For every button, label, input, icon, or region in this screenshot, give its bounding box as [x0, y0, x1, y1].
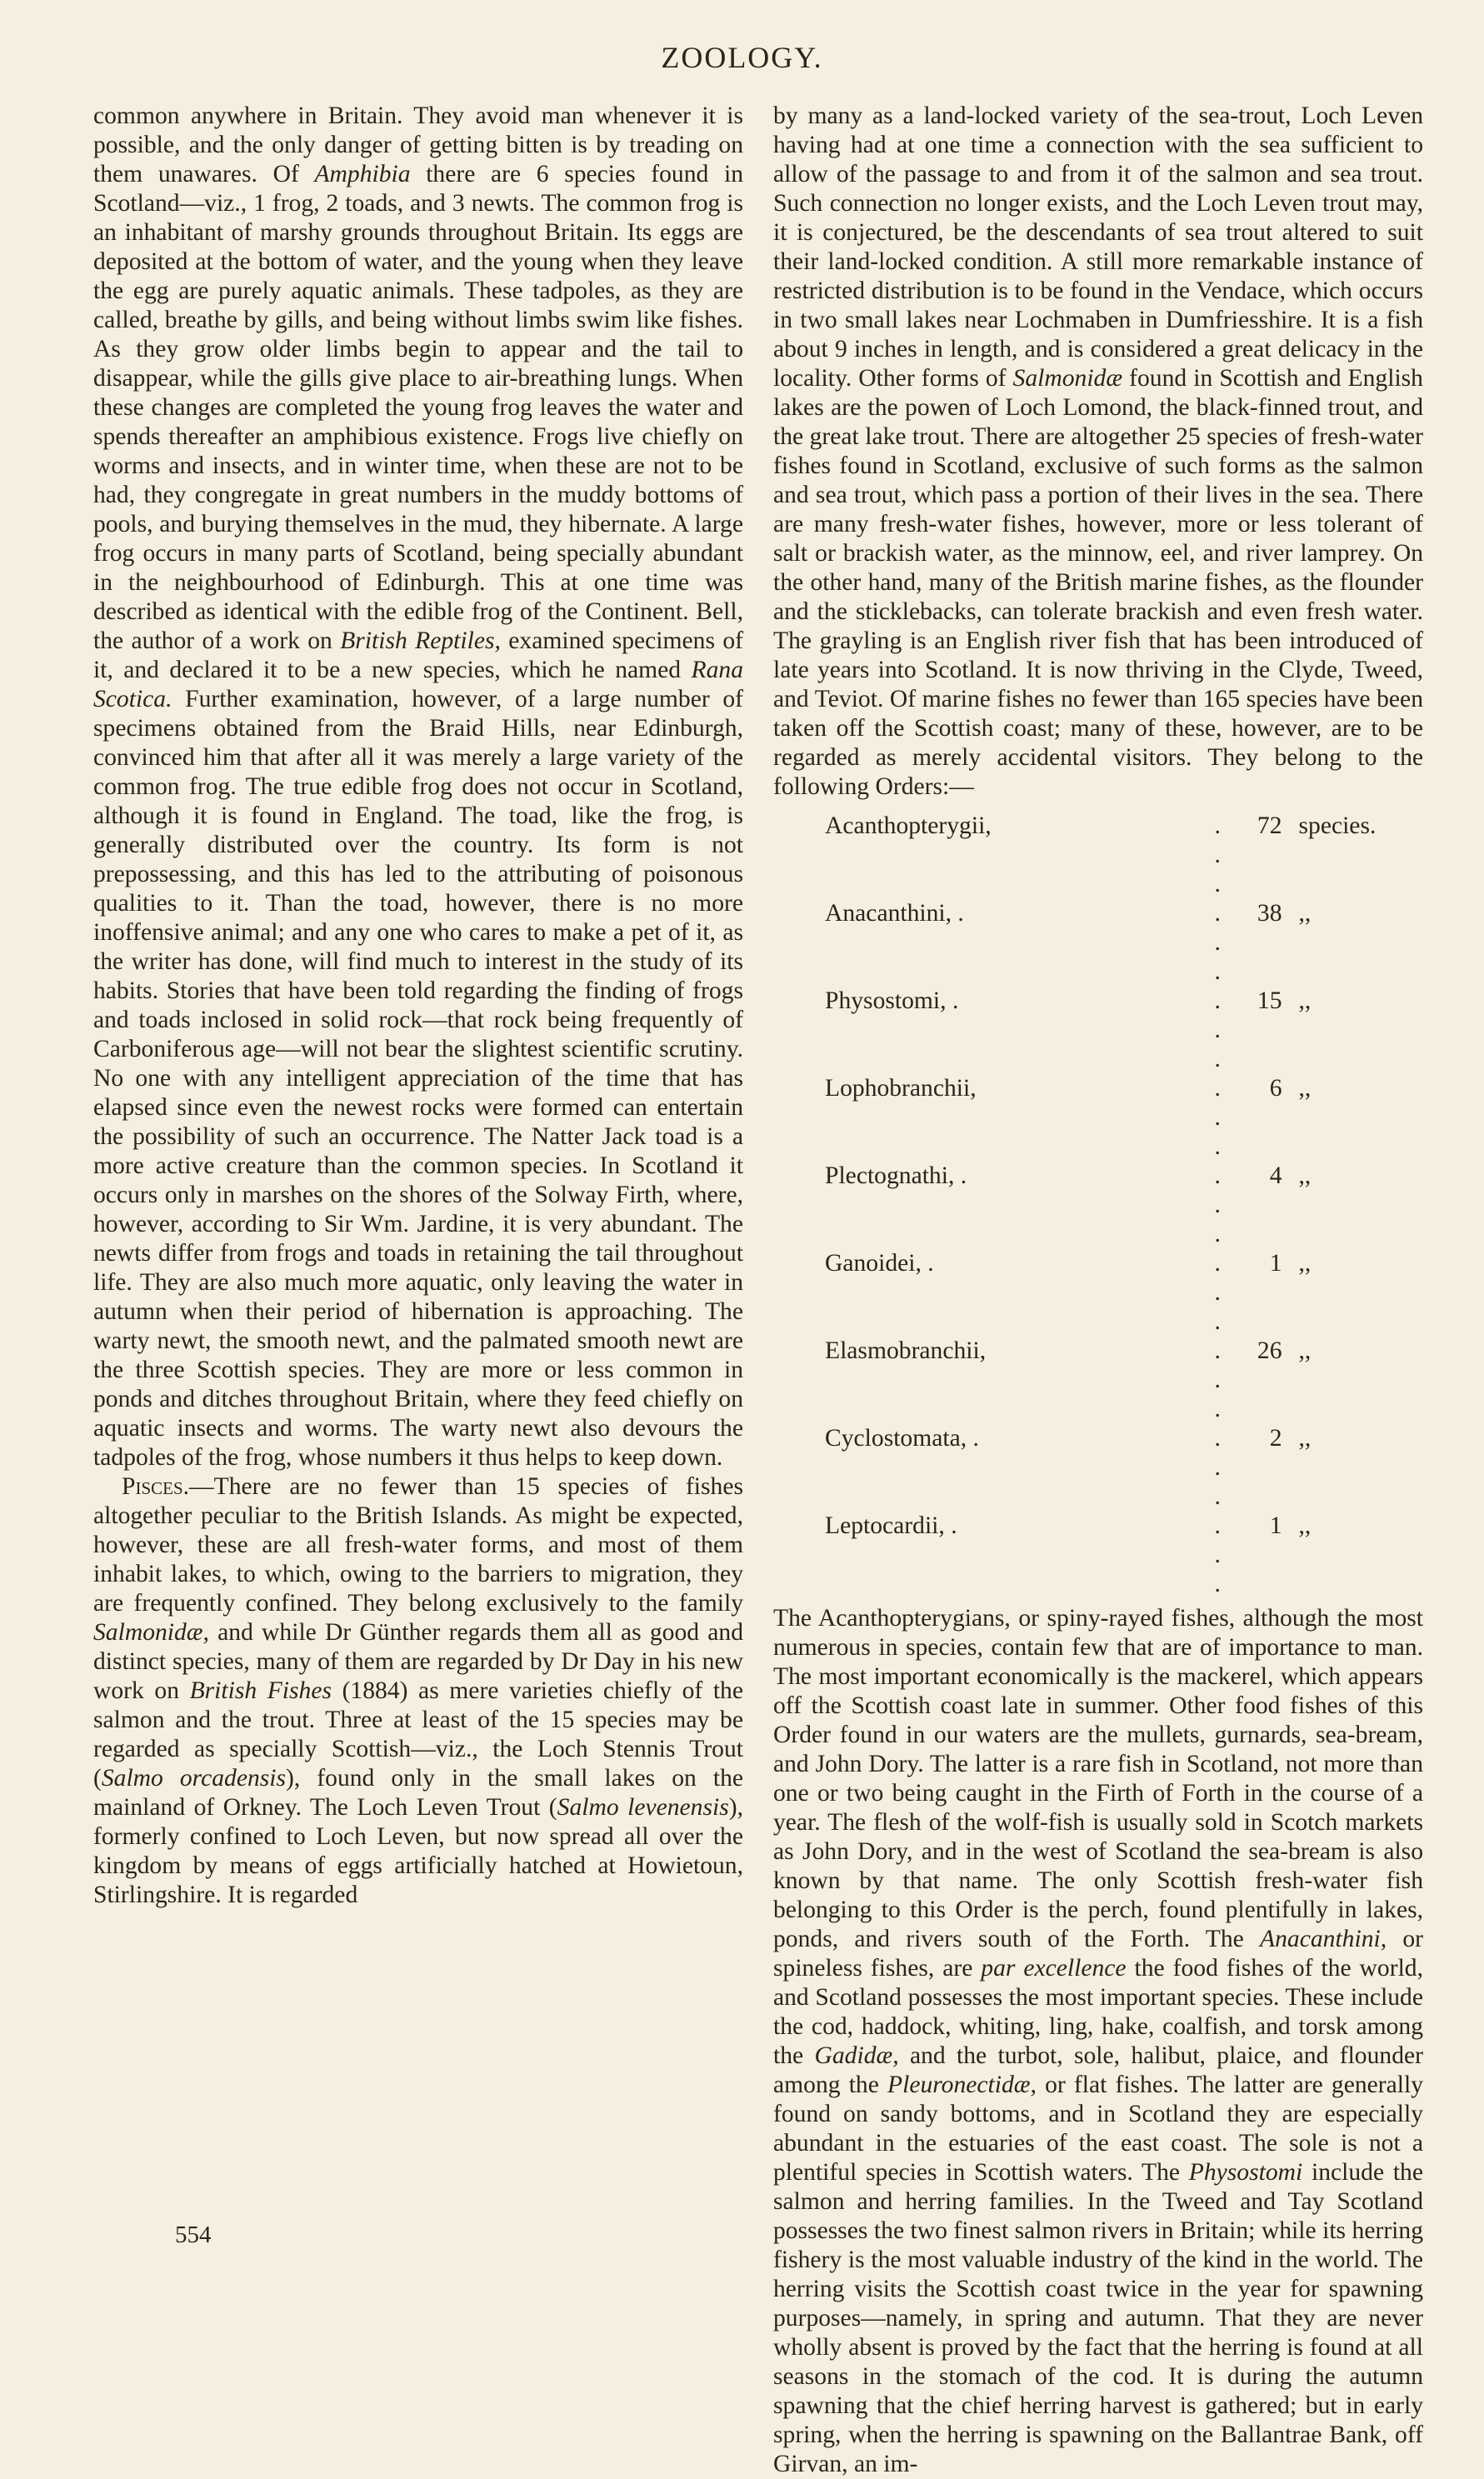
table-row	[825, 1074, 1423, 1162]
order-name: Elasmobranchii,	[825, 1337, 987, 1364]
paragraph-salmonidae: by many as a land-locked variety of the sea-trout, Loch Leven having had at one time a connection with the sea sufficient to allow of the passage to and from it of the salmon and sea trout. Such connection no longer exists, and the Loch Leven trout may, it is conjectured, be the descendants of sea trout altered to suit their land-locked condition. A still more remarkable instance of restricted distribution is to be found in the Vendace, which occurs in two small lakes near Lochmaben in Dumfriesshire. It is a fish about 9 inches in length, and is considered a great delicacy in the locality. Other forms of Salmonidæ found in Scottish and English lakes are the powen of Loch Lomond, the black-finned trout, and the great lake trout. There are altogether 25 species of fresh-water fishes found in Scotland, exclusive of such forms as the salmon and sea trout, which pass a portion of their lives in the sea. There are many fresh-water fishes, however, more or less tolerant of salt or brackish water, as the minnow, eel, and river lamprey. On the other hand, many of the British marine fishes, as the flounder and the sticklebacks, can tolerate brackish and even fresh water. The grayling is an English river fish that has been introduced of late years into Scotland. It is now thriving in the Clyde, Tweed, and Teviot. Of marine fishes no fewer than 165 species have been taken off the Scottish coast; many of these, however, are to be regarded as merely accidental visitors. They belong to the following Orders:—	[773, 102, 1423, 800]
table-row	[825, 1512, 1423, 1599]
order-unit: ,,	[1298, 900, 1312, 927]
order-unit: species.	[1298, 812, 1377, 839]
table-row	[825, 1249, 1423, 1337]
page-number: 554	[175, 2222, 212, 2248]
table-row	[825, 1162, 1423, 1249]
order-name: Acanthopterygii,	[825, 812, 992, 839]
order-dots: . . .	[1214, 1337, 1221, 1422]
order-count: 6	[1269, 1075, 1282, 1102]
order-dots: . . .	[1214, 1162, 1221, 1247]
table-row	[825, 899, 1423, 987]
table-row	[825, 987, 1423, 1074]
page-title: ZOOLOGY.	[661, 41, 823, 74]
order-name: Cyclostomata, .	[825, 1425, 979, 1452]
order-name: Leptocardii, .	[825, 1512, 957, 1539]
order-count: 72	[1257, 812, 1282, 839]
orders-table	[825, 812, 1423, 1599]
order-dots: . . .	[1214, 1250, 1221, 1335]
order-count: 1	[1269, 1512, 1282, 1539]
order-count: 1	[1269, 1250, 1282, 1277]
order-unit: ,,	[1298, 1075, 1312, 1102]
order-count: 38	[1257, 900, 1282, 927]
order-name: Ganoidei, .	[825, 1250, 934, 1277]
table-row	[825, 812, 1423, 899]
order-unit: ,,	[1298, 1250, 1312, 1277]
order-dots: . . .	[1214, 1075, 1221, 1160]
order-unit: ,,	[1298, 987, 1312, 1014]
order-dots: . . .	[1214, 900, 1221, 985]
order-count: 2	[1269, 1425, 1282, 1452]
order-dots: . . .	[1214, 1512, 1221, 1597]
order-unit: ,,	[1298, 1512, 1312, 1539]
order-dots: . . .	[1214, 987, 1221, 1072]
order-dots: . . .	[1214, 1425, 1221, 1510]
paragraph-orders: The Acanthopterygians, or spiny-rayed fishes, although the most numerous in species, contain few that are of importance to man. The most important economically is the mackerel, which appears off the Scottish coast late in summer. Other food fishes of this Order found in our waters are the mullets, gurnards, sea-bream, and John Dory. The latter is a rare fish in Scotland, not more than one or two being caught in the Firth of Forth in the course of a year. The flesh of the wolf-fish is usually sold in Scotch markets as John Dory, and in the west of Scotland the sea-bream is also known by that name. The only Scottish fresh-water fish belonging to this Order is the perch, found plentifully in lakes, ponds, and rivers south of the Forth. The Anacanthini, or spineless fishes, are par excellence the food fishes of the world, and Scotland possesses the most important species. These include the cod, haddock, whiting, ling, hake, coalfish, and torsk among the Gadidæ, and the turbot, sole, halibut, plaice, and flounder among the Pleuronectidæ, or flat fishes. The latter are generally found on sandy bottoms, and in Scotland they are especially abundant in the estuaries of the east coast. The sole is not a plentiful species in Scottish waters. The Physostomi include the salmon and herring families. In the Tweed and Tay Scotland possesses the two finest salmon rivers in Britain; while its herring fishery is the most valuable industry of the kind in the world. The herring visits the Scottish coast twice in the year for spawning purposes—namely, in spring and autumn. That they are never wholly absent is proved by the fact that the herring is found at all seasons in the stomach of the cod. It is during the autumn spawning that the chief herring harvest is gathered; but in early spring, when the herring is spawning on the Ballantrae Bank, off Girvan, an im-	[773, 1605, 1423, 2477]
order-count: 4	[1269, 1162, 1282, 1189]
order-name: Plectognathi, .	[825, 1162, 967, 1189]
table-row	[825, 1337, 1423, 1424]
order-dots: . . .	[1214, 812, 1221, 897]
order-count: 15	[1257, 987, 1282, 1014]
order-count: 26	[1257, 1337, 1282, 1364]
order-unit: ,,	[1298, 1425, 1312, 1452]
section-heading-pisces: Pisces.	[122, 1473, 190, 1500]
paragraph-pisces: Pisces.—There are no fewer than 15 species of fishes altogether peculiar to the British Islands. As might be expected, however, these are all fresh-water forms, and most of them inhabit lakes, to which, owing to the barriers to migration, they are frequently confined. They belong exclusively to the family Salmonidæ, and while Dr Günther regards them all as good and distinct species, many of them are regarded by Dr Day in his new work on British Fishes (1884) as mere varieties chiefly of the salmon and the trout. Three at least of the 15 species may be regarded as specially Scottish—viz., the Loch Stennis Trout (Salmo orcadensis), found only in the small lakes on the mainland of Orkney. The Loch Leven Trout (Salmo levenensis), formerly confined to Loch Leven, but now spread all over the kingdom by means of eggs artificially hatched at Howietoun, Stirlingshire. It is regarded	[93, 1473, 744, 1908]
order-name: Physostomi, .	[825, 987, 959, 1014]
order-name: Lophobranchii,	[825, 1075, 977, 1102]
left-column	[93, 102, 743, 1910]
order-unit: ,,	[1298, 1337, 1312, 1364]
right-column	[773, 102, 1423, 2479]
order-unit: ,,	[1298, 1162, 1312, 1189]
order-name: Anacanthini, .	[825, 900, 964, 927]
table-row	[825, 1424, 1423, 1512]
paragraph-amphibia: common anywhere in Britain. They avoid man whenever it is possible, and the only danger of getting bitten is by treading on them unawares. Of Amphibia there are 6 species found in Scotland—viz., 1 frog, 2 toads, and 3 newts. The common frog is an inhabitant of marshy grounds throughout Britain. Its eggs are deposited at the bottom of water, and the young when they leave the egg are purely aquatic animals. These tadpoles, as they are called, breathe by gills, and being without limbs swim like fishes. As they grow older limbs begin to appear and the tail to disappear, while the gills give place to air-breathing lungs. When these changes are completed the young frog leaves the water and spends thereafter an amphibious existence. Frogs live chiefly on worms and insects, and in winter time, when these are not to be had, they congregate in great numbers in the muddy bottoms of pools, and burying themselves in the mud, they hibernate. A large frog occurs in many parts of Scotland, being specially abundant in the neighbourhood of Edinburgh. This at one time was described as identical with the edible frog of the Continent. Bell, the author of a work on British Reptiles, examined specimens of it, and declared it to be a new species, which he named Rana Scotica. Further examination, however, of a large number of specimens obtained from the Braid Hills, near Edinburgh, convinced him that after all it was merely a large variety of the common frog. The true edible frog does not occur in Scotland, although it is found in England. The toad, like the frog, is generally distributed over the country. Its form is not prepossessing, and this has led to the attributing of poisonous qualities to it. Than the toad, however, there is no more inoffensive animal; and any one who cares to make a pet of it, as the writer has done, will find much to interest in the study of its habits. Stories that have been told regarding the finding of frogs and toads inclosed in solid rock—that rock being frequently of Carboniferous age—will not bear the slightest scientific scrutiny. No one with any intelligent appreciation of the time that has elapsed since even the newest rocks were formed can entertain the possibility of such an occurrence. The Natter Jack toad is a more active creature than the common species. In Scotland it occurs only in marshes on the shores of the Solway Firth, where, however, according to Sir Wm. Jardine, it is very abundant. The newts differ from frogs and toads in retaining the tail throughout life. They are also much more aquatic, only leaving the water in autumn when their period of hibernation is approaching. The warty newt, the smooth newt, and the palmated smooth newt are the three Scottish species. They are more or less common in ponds and ditches throughout Britain, where they feed chiefly on aquatic insects and worms. The warty newt also devours the tadpoles of the frog, whose numbers it thus helps to keep down.	[93, 102, 743, 1471]
